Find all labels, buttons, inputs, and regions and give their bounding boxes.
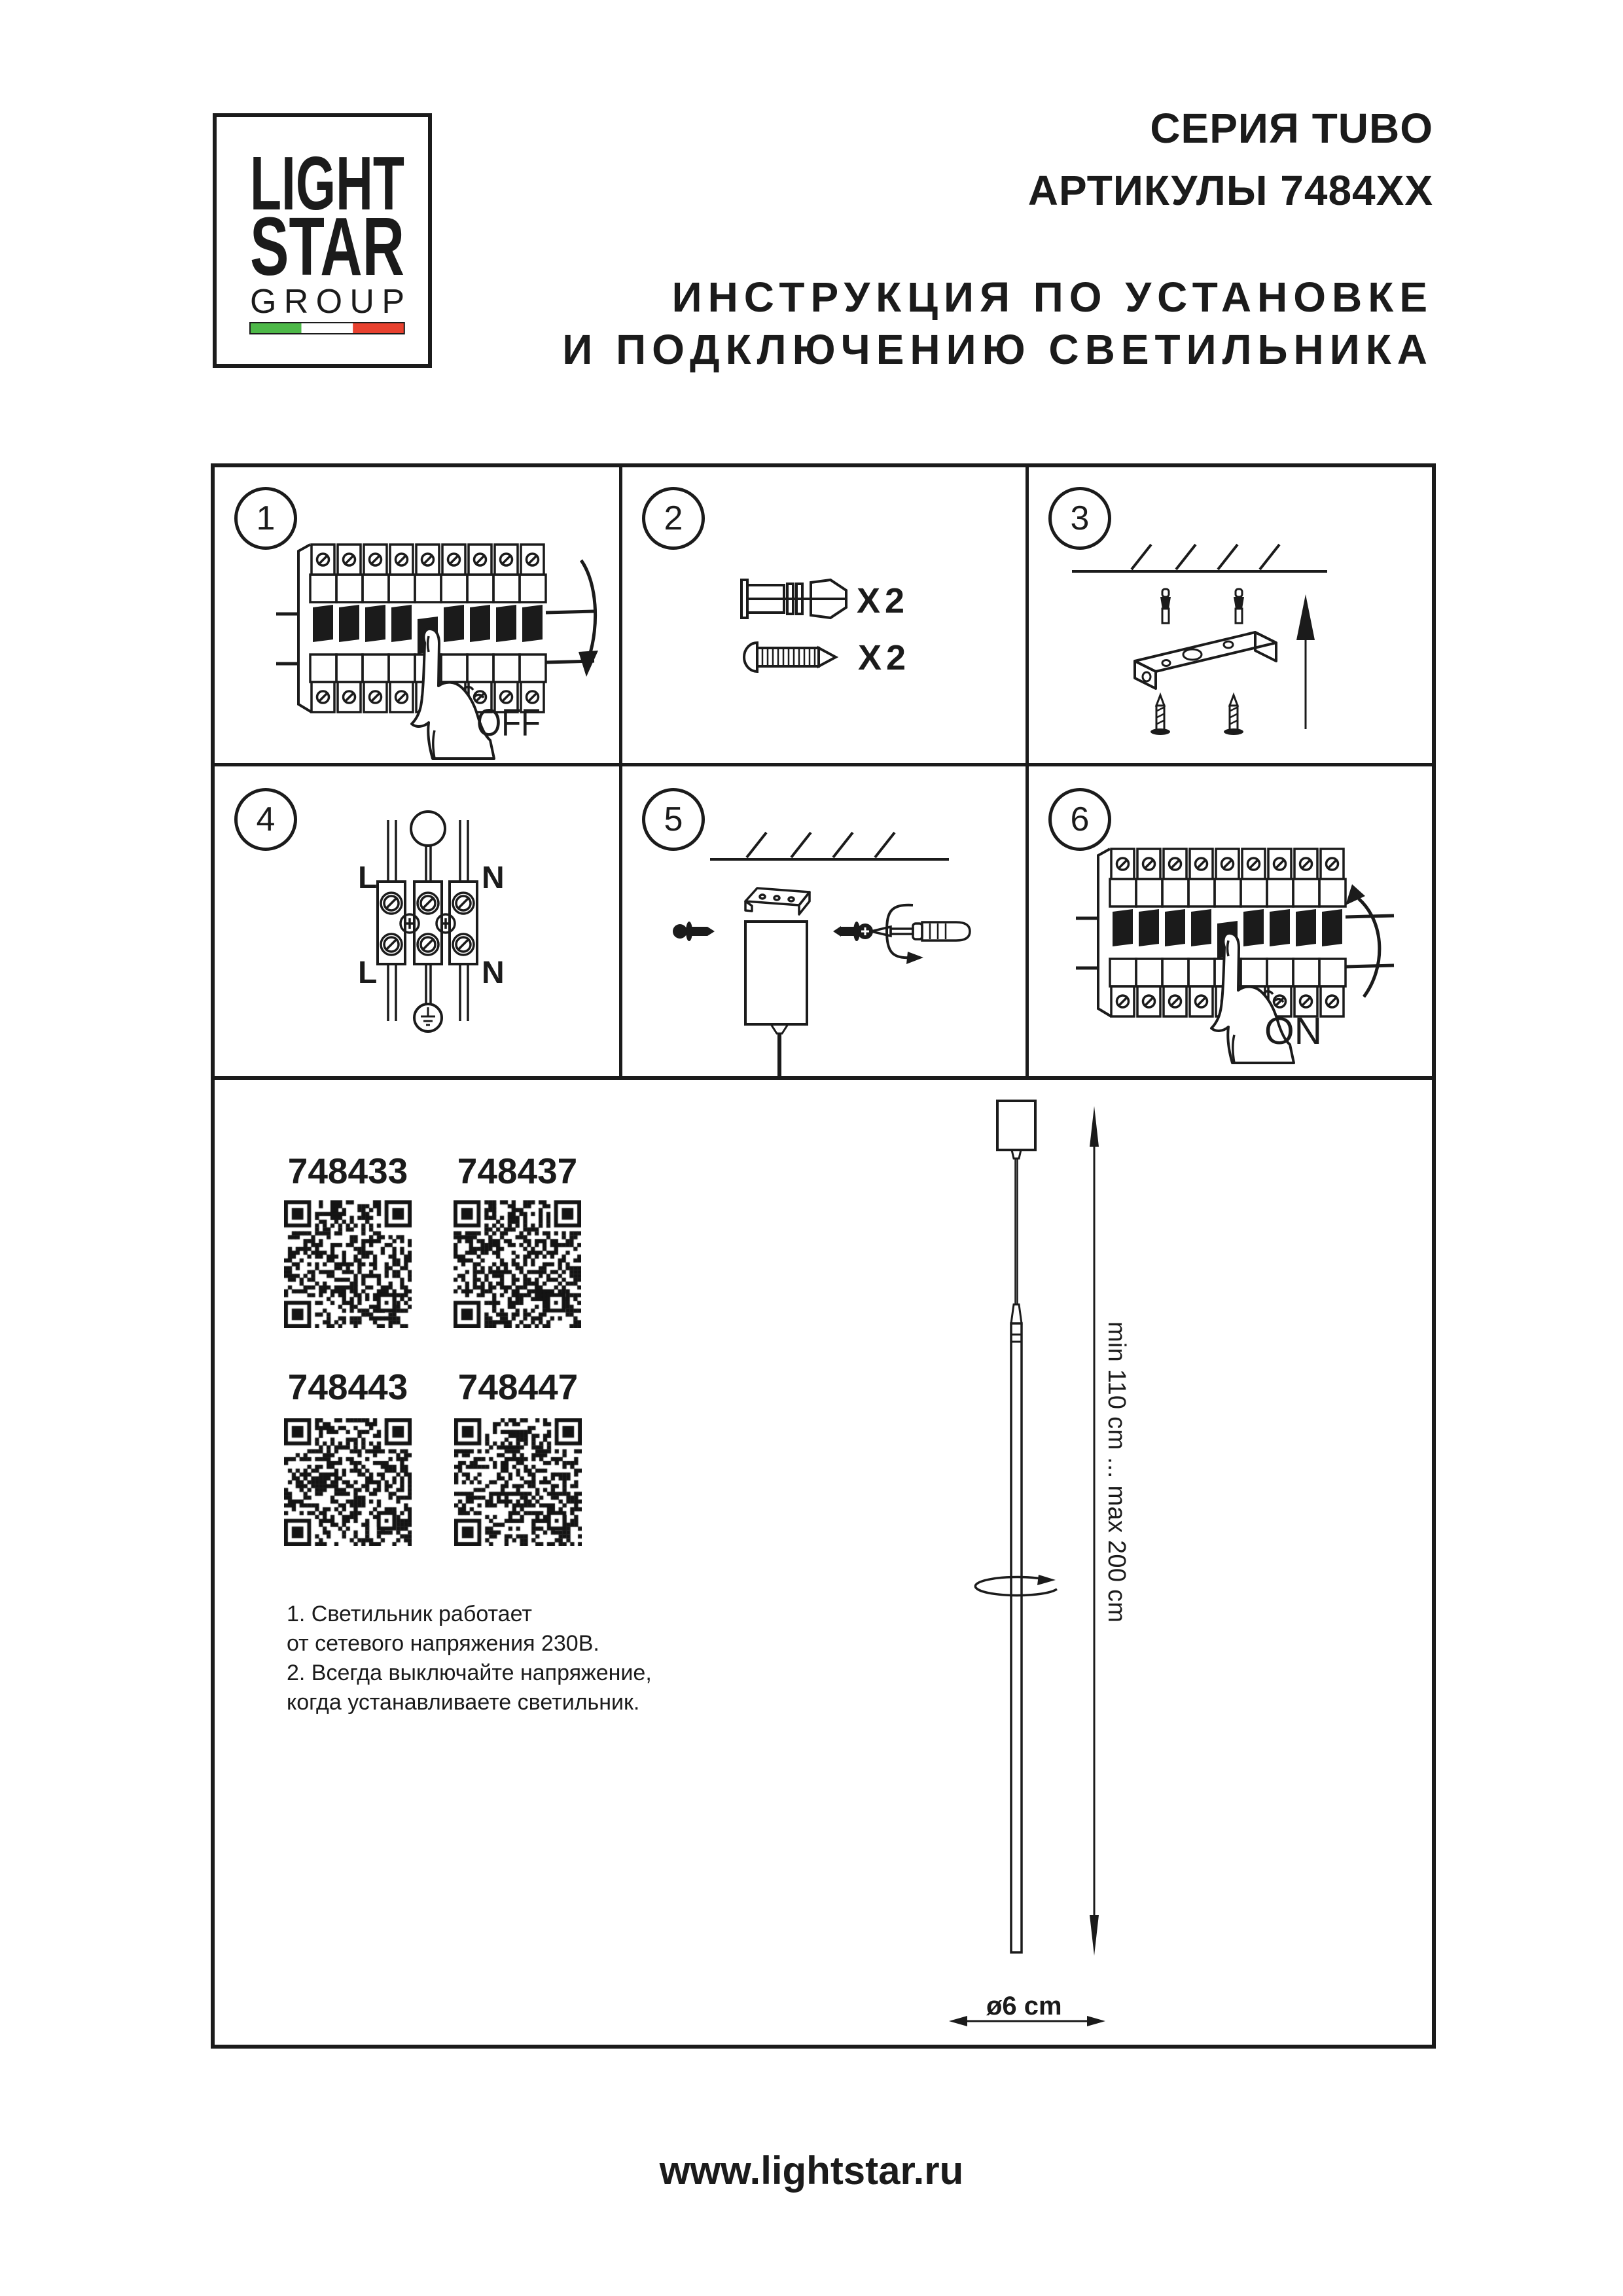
lightstar-logo	[213, 113, 432, 368]
article-label-748447: 748447	[457, 1367, 579, 1407]
step-6-illustration	[1029, 766, 1432, 1076]
step-3-number: 3	[1070, 499, 1090, 537]
note-line-2: от сетевого напряжения 230В.	[287, 1631, 599, 1656]
qr-code-748447	[454, 1418, 582, 1546]
logo-word-light: LIGHT	[250, 141, 404, 226]
step-5-number: 5	[664, 800, 683, 838]
grid-border-right	[1432, 463, 1436, 2049]
step-3-illustration	[1029, 467, 1432, 763]
website-url: www.lightstar.ru	[659, 2149, 964, 2193]
wall-anchor-icon	[741, 580, 846, 618]
ground-symbol	[414, 1004, 442, 1031]
neutral-label-bottom: N	[482, 956, 505, 990]
height-dimension-arrow	[1090, 1106, 1099, 1956]
height-range-label: min 110 cm ... max 200 cm	[1103, 1321, 1130, 1623]
italy-flag-icon	[250, 323, 404, 334]
article-label-748433: 748433	[287, 1151, 408, 1191]
qr-code-748433	[284, 1200, 412, 1328]
canopy-icon	[745, 922, 807, 1076]
down-arrowhead	[579, 651, 598, 677]
logo-word-group: GROUP	[250, 283, 404, 321]
note-line-4: когда устанавливаете светильник.	[287, 1690, 640, 1715]
down-arrow-icon	[581, 560, 596, 657]
screw-right-icon	[833, 922, 873, 941]
step-1-illustration	[215, 467, 619, 763]
lamp-symbol	[411, 812, 445, 846]
step-2-number: 2	[664, 499, 683, 537]
grid-border-bottom	[211, 2045, 1436, 2049]
instruction-title-line2: И ПОДКЛЮЧЕНИЮ СВЕТИЛЬНИКА	[562, 326, 1433, 373]
screw-icon	[744, 643, 836, 672]
note-line-3: 2. Всегда выключайте напряжение,	[287, 1660, 652, 1685]
ceiling-icon	[710, 833, 949, 859]
ceiling-icon	[1072, 545, 1327, 571]
wiring-diagram	[378, 812, 477, 1031]
mounting-bracket-icon	[745, 888, 810, 914]
step-1-number: 1	[256, 499, 276, 537]
step-6-number: 6	[1070, 800, 1090, 838]
on-label: ON	[1264, 1010, 1322, 1052]
note-line-1: 1. Светильник работает	[287, 1602, 532, 1626]
up-arrow-icon	[1359, 899, 1380, 997]
line-label-top: L	[358, 861, 378, 895]
anchor-qty-label: X 2	[857, 581, 904, 620]
off-label: OFF	[476, 702, 541, 744]
article-label-748443: 748443	[287, 1367, 408, 1407]
mounting-bracket-icon	[1135, 632, 1276, 689]
neutral-label-top: N	[482, 861, 505, 895]
qr-code-748443	[284, 1418, 412, 1546]
up-arrow-icon	[1296, 594, 1315, 729]
qr-code-748437	[454, 1200, 581, 1328]
line-label-bottom: L	[358, 956, 378, 990]
diameter-label: ø6 cm	[986, 1992, 1062, 2020]
instruction-title-line1: ИНСТРУКЦИЯ ПО УСТАНОВКЕ	[671, 274, 1433, 321]
step-5-illustration	[622, 766, 1026, 1076]
series-title: СЕРИЯ TUBO	[1150, 105, 1433, 152]
screw-left-icon	[673, 922, 715, 941]
logo-word-star: STAR	[250, 200, 404, 293]
step-4-number: 4	[256, 800, 276, 838]
article-label-748437: 748437	[457, 1151, 578, 1191]
step-2-illustration	[622, 467, 1026, 763]
rotation-arrow-icon	[975, 1575, 1057, 1596]
lamp-canopy	[997, 1101, 1035, 1150]
screw-qty-label: X 2	[858, 638, 906, 677]
step-4-illustration	[215, 766, 619, 1076]
lamp-tube	[1011, 1323, 1022, 1952]
articles-title: АРТИКУЛЫ 7484ХХ	[1027, 167, 1433, 214]
